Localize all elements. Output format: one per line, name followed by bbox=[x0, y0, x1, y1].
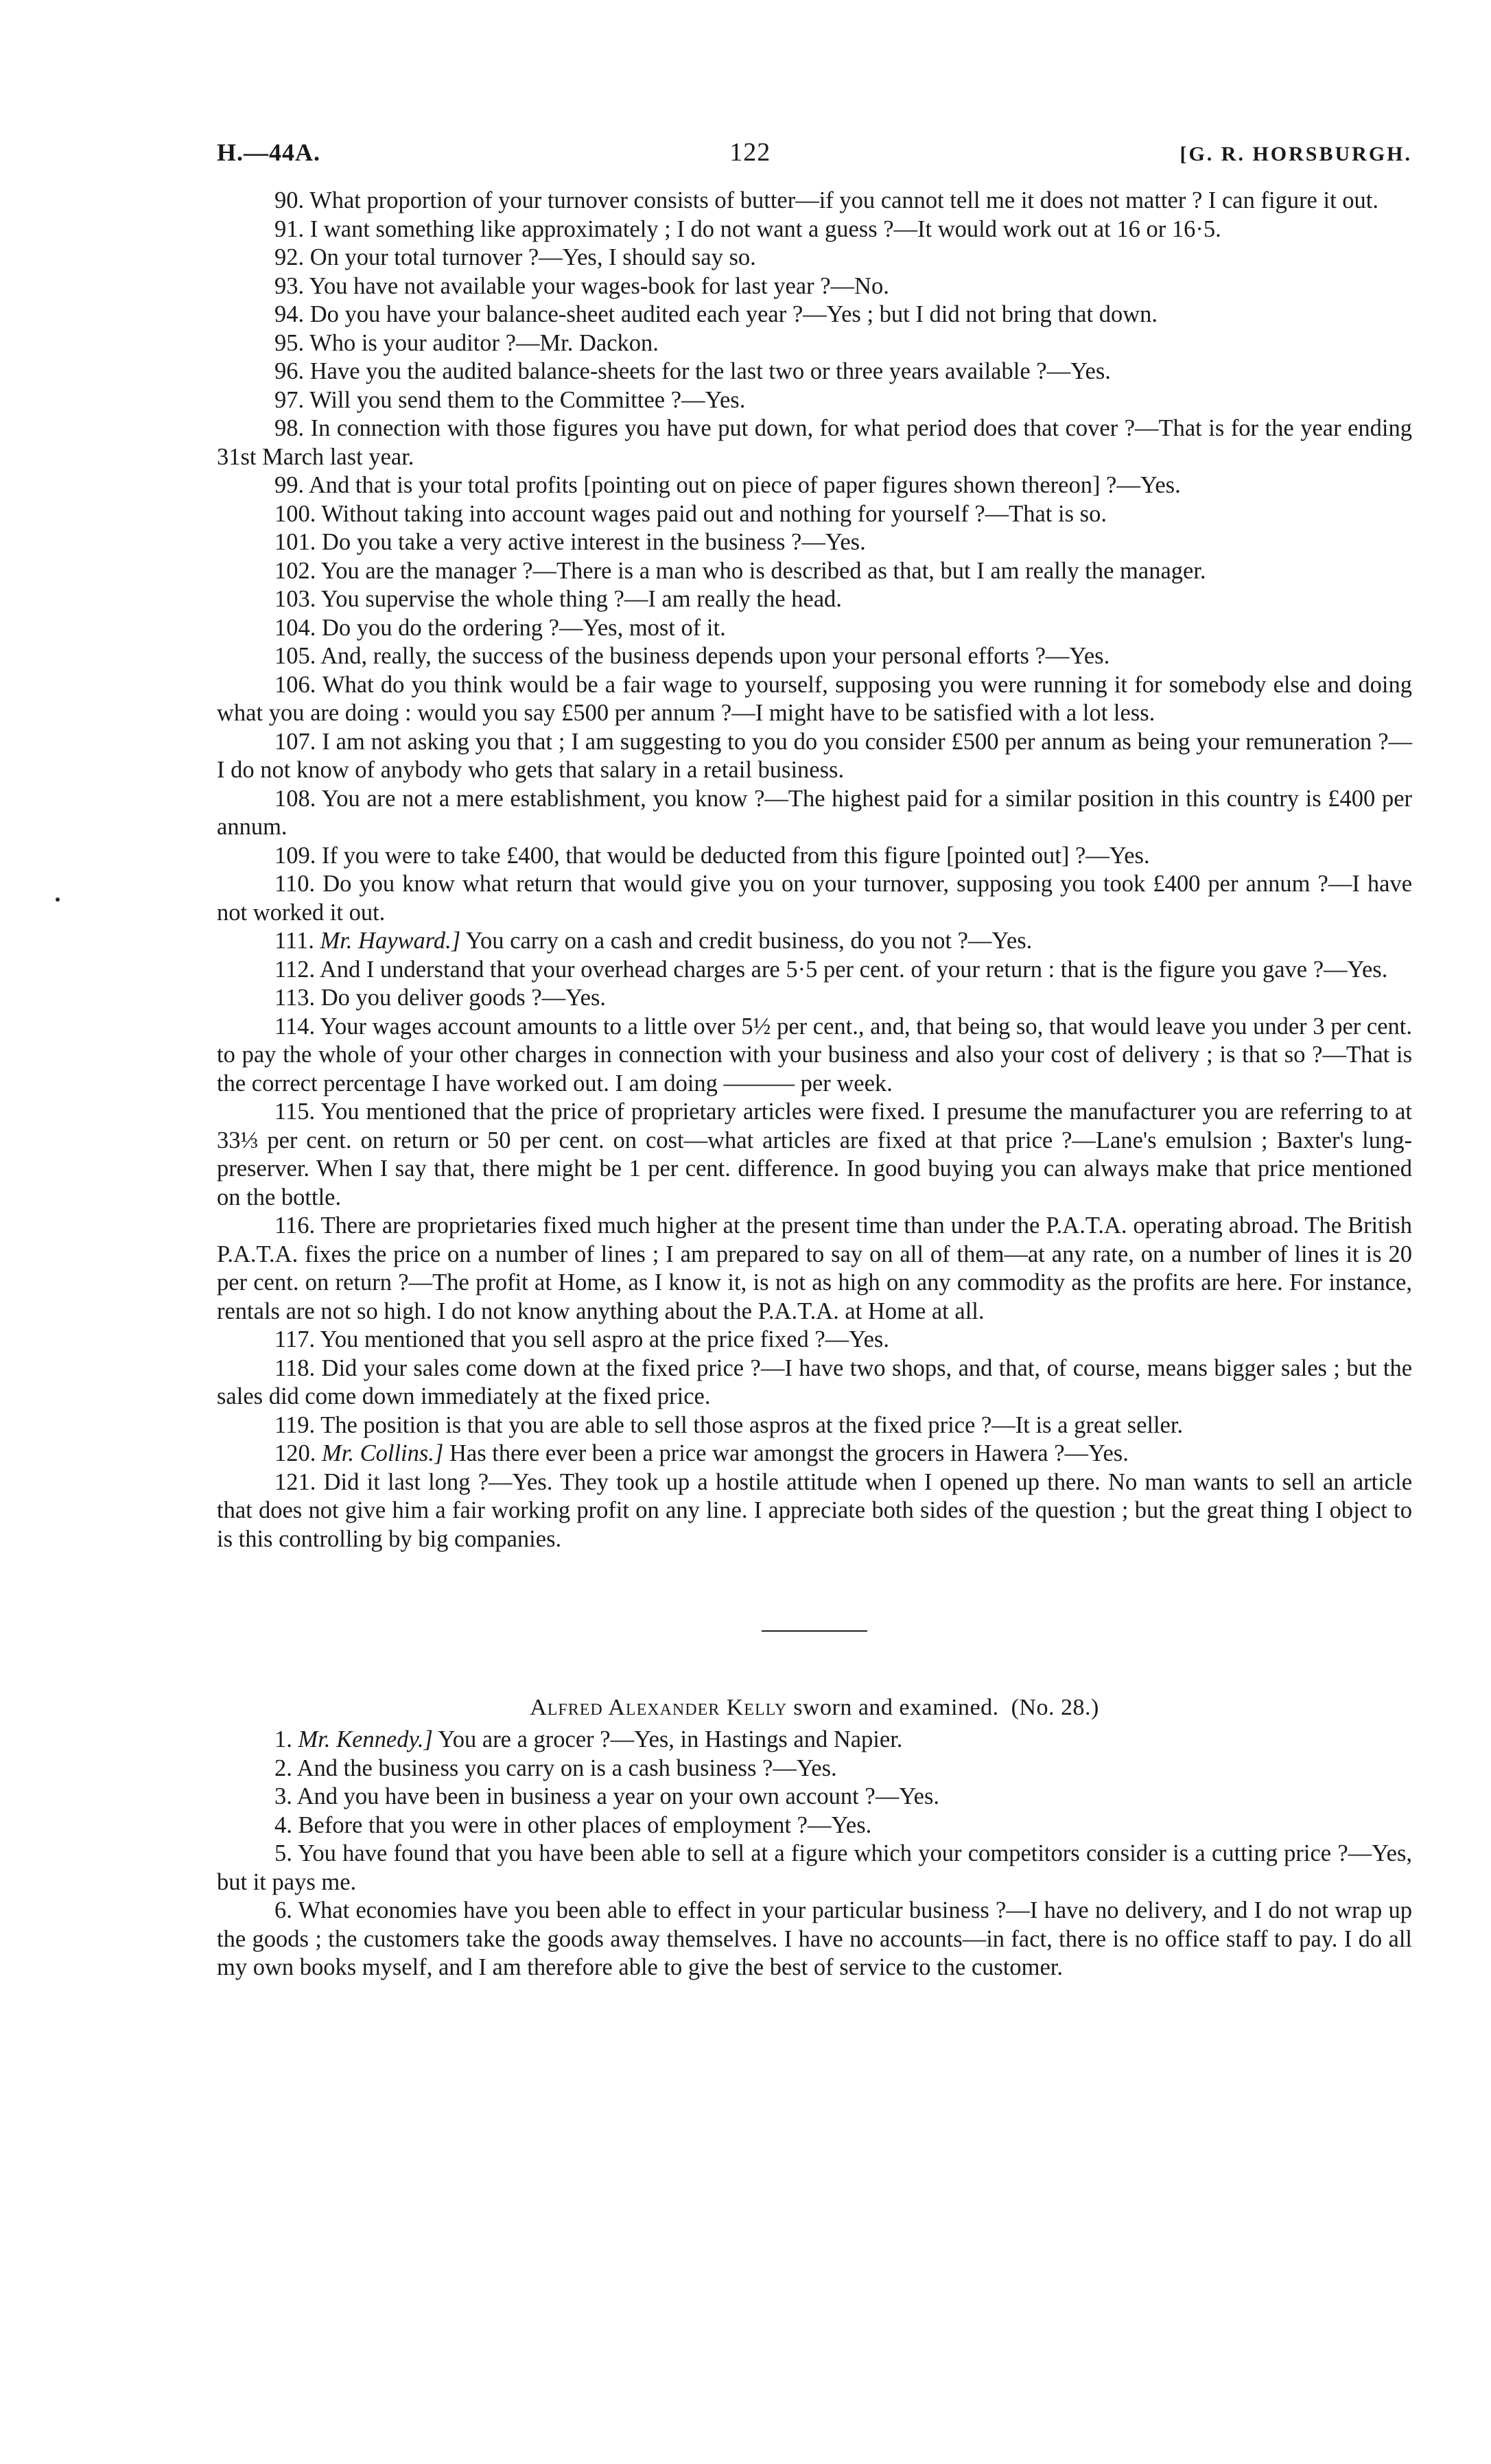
question-paragraph: 104. Do you do the ordering ?—Yes, most of it. bbox=[274, 614, 726, 641]
question-paragraph: 112. And I understand that your overhead charges are 5·5 per cent. of your return : that is the figure you gave ?—Yes. bbox=[274, 956, 1388, 983]
question-paragraph: 115. You mentioned that the price of proprietary articles were fixed. I presume the manufacturer you are referring to at 33⅓ per cent. on return or 50 per cent. on cost—what articles are fixed at that price ?—Lane's emulsion ; Baxter's lung-preserver. When I say that, there might be 1 per cent. difference. In good buying you can always make that price mentioned on the bottle. bbox=[217, 1099, 1412, 1210]
question-paragraph: 97. Will you send them to the Committee ?—Yes. bbox=[274, 386, 746, 413]
question-paragraph: 106. What do you think would be a fair wage to yourself, supposing you were running it for somebody else and doing what you are doing : would you say £500 per annum ?—I might have to be satisfied with a lot less. bbox=[217, 671, 1412, 726]
question-paragraph: 113. Do you deliver goods ?—Yes. bbox=[274, 985, 606, 1011]
witness-heading bbox=[217, 1693, 1412, 1722]
question-paragraph: 117. You mentioned that you sell aspro at the price fixed ?—Yes. bbox=[274, 1326, 889, 1352]
stray-mark bbox=[56, 897, 60, 902]
question-paragraph: 109. If you were to take £400, that would be deducted from this figure [pointed out] ?—Yes. bbox=[274, 842, 1150, 869]
question-paragraph: 101. Do you take a very active interest in the business ?—Yes. bbox=[274, 529, 866, 555]
question-paragraph-speaker: 1. Mr. Kennedy.] You are a grocer ?—Yes, in Hastings and Napier. bbox=[274, 1726, 903, 1752]
header-witness: [G. R. HORSBURGH. bbox=[1179, 143, 1412, 165]
page-header bbox=[217, 137, 1412, 180]
question-paragraph: 92. On your total turnover ?—Yes, I should say so. bbox=[274, 244, 756, 270]
testimony-kelly bbox=[217, 1726, 1412, 1982]
question-paragraph: 3. And you have been in business a year on your own account ?—Yes. bbox=[274, 1783, 940, 1809]
question-paragraph: 2. And the business you carry on is a cash business ?—Yes. bbox=[274, 1755, 837, 1781]
witness-number: (No. 28.) bbox=[1011, 1695, 1099, 1720]
question-paragraph: 121. Did it last long ?—Yes. They took up a hostile attitude when I opened up there. No man wants to sell an article that does not give him a fair working profit on any line. I appreciate both sides of the question ; but the great thing I object to is this controlling by big companies. bbox=[217, 1468, 1413, 1552]
header-reference: H.—44A. bbox=[217, 139, 320, 166]
testimony-part1 bbox=[217, 187, 1412, 1553]
question-paragraph: 90. What proportion of your turnover consists of butter—if you cannot tell me it does not matter ? I can figure it out. bbox=[274, 187, 1378, 213]
question-paragraph: 94. Do you have your balance-sheet audited each year ?—Yes ; but I did not bring that down. bbox=[274, 301, 1158, 327]
witness-status: sworn and examined. bbox=[787, 1695, 999, 1720]
question-paragraph: 105. And, really, the success of the business depends upon your personal efforts ?—Yes. bbox=[274, 643, 1110, 669]
question-paragraph: 110. Do you know what return that would give you on your turnover, supposing you took £400 per annum ?—I have not worked it out. bbox=[217, 871, 1413, 926]
speaker-name: Mr. Collins.] bbox=[322, 1440, 444, 1466]
document-page bbox=[217, 137, 1412, 1982]
question-paragraph: 114. Your wages account amounts to a little over 5½ per cent., and, that being so, that would leave you under 3 per cent. to pay the whole of your other charges in connection with your business and also your cost of delivery ; is that so ?—That is the correct percentage I have worked out. I am doing ——— per week. bbox=[217, 1013, 1412, 1096]
witness-name: Alfred Alexander Kelly bbox=[530, 1695, 788, 1720]
question-paragraph: 100. Without taking into account wages paid out and nothing for yourself ?—That is so. bbox=[274, 500, 1107, 527]
question-paragraph-speaker: 120. Mr. Collins.] Has there ever been a price war amongst the grocers in Hawera ?—Yes. bbox=[274, 1440, 1129, 1466]
speaker-name: Mr. Hayward.] bbox=[320, 928, 461, 954]
question-paragraph: 102. You are the manager ?—There is a man who is described as that, but I am really the manager. bbox=[274, 557, 1206, 584]
question-paragraph: 95. Who is your auditor ?—Mr. Dackon. bbox=[274, 329, 659, 356]
question-paragraph: 108. You are not a mere establishment, you know ?—The highest paid for a similar position in this country is £400 per annum. bbox=[217, 785, 1412, 840]
question-paragraph: 116. There are proprietaries fixed much higher at the present time than under the P.A.T.A. operating abroad. The British P.A.T.A. fixes the price on a number of lines ; I am prepared to say on all of them—at any rate, on a number of lines it is 20 per cent. on return ?—The profit at Home, as I know it, is not as high on any commodity as the profits are here. For instance, rentals are not so high. I do not know anything about the P.A.T.A. at Home at all. bbox=[217, 1212, 1412, 1324]
question-paragraph: 119. The position is that you are able to sell those aspros at the fixed price ?—It is a great seller. bbox=[274, 1411, 1184, 1438]
section-divider bbox=[762, 1630, 867, 1632]
question-paragraph: 96. Have you the audited balance-sheets for the last two or three years available ?—Yes. bbox=[274, 358, 1111, 384]
question-paragraph: 91. I want something like approximately ; I do not want a guess ?—It would work out at 16 or 16·5. bbox=[274, 215, 1221, 242]
question-paragraph-speaker: 111. Mr. Hayward.] You carry on a cash and credit business, do you not ?—Yes. bbox=[274, 928, 1033, 954]
question-paragraph: 4. Before that you were in other places of employment ?—Yes. bbox=[274, 1811, 872, 1838]
page-number: 122 bbox=[729, 138, 771, 167]
question-paragraph: 103. You supervise the whole thing ?—I am really the head. bbox=[274, 586, 842, 612]
question-paragraph: 118. Did your sales come down at the fixed price ?—I have two shops, and that, of course, means bigger sales ; but the sales did come down immediately at the fixed price. bbox=[217, 1354, 1413, 1409]
question-paragraph: 6. What economies have you been able to effect in your particular business ?—I have no delivery, and I do not wrap up the goods ; the customers take the goods away themselves. I have no accounts—in fact, there is no office staff to pay. I do all my own books myself, and I am therefore able to give the best of service to the customer. bbox=[217, 1897, 1412, 1980]
question-paragraph: 107. I am not asking you that ; I am suggesting to you do you consider £500 per annum as being your remuneration ?—I do not know of anybody who gets that salary in a retail business. bbox=[217, 728, 1413, 783]
question-paragraph: 99. And that is your total profits [pointing out on piece of paper figures shown thereon] ?—Yes. bbox=[274, 472, 1181, 498]
question-paragraph: 5. You have found that you have been able to sell at a figure which your competitors consider is a cutting price ?—Yes, but it pays me. bbox=[217, 1840, 1412, 1895]
question-paragraph: 98. In connection with those figures you have put down, for what period does that cover ?—That is for the year ending 31st March last year. bbox=[217, 415, 1413, 470]
speaker-name: Mr. Kennedy.] bbox=[298, 1726, 433, 1752]
question-paragraph: 93. You have not available your wages-book for last year ?—No. bbox=[274, 272, 889, 299]
